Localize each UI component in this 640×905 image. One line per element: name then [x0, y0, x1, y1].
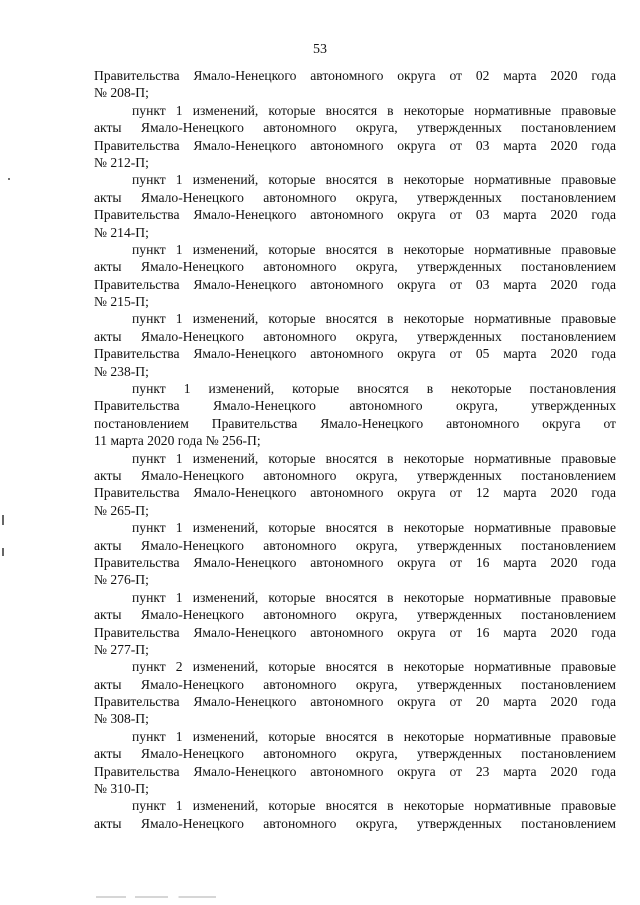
text-line: пункт 2 изменений, которые вносятся в некоторые нормативные правовые	[132, 659, 616, 675]
text-line: Правительства Ямало-Ненецкого автономного округа от 16 марта 2020 года	[94, 554, 616, 570]
scan-artifact-footer	[96, 896, 246, 898]
text-line: № 265-П;	[94, 502, 149, 518]
text-line: № 238-П;	[94, 363, 149, 379]
text-line: пункт 1 изменений, которые вносятся в некоторые постановления	[132, 381, 616, 397]
text-line: № 310-П;	[94, 781, 149, 797]
text-line: Правительства Ямало-Ненецкого автономного округа от 16 марта 2020 года	[94, 624, 616, 640]
text-line: акты Ямало-Ненецкого автономного округа, утвержденных постановлением	[94, 607, 616, 623]
text-line: Правительства Ямало-Ненецкого автономного округа от 20 марта 2020 года	[94, 694, 616, 710]
text-line: акты Ямало-Ненецкого автономного округа, утвержденных постановлением	[94, 259, 616, 275]
text-line: пункт 1 изменений, которые вносятся в некоторые нормативные правовые	[132, 520, 616, 536]
text-line: № 214-П;	[94, 224, 149, 240]
text-line: 11 марта 2020 года № 256-П;	[94, 433, 261, 449]
text-line: Правительства Ямало-Ненецкого автономного округа от 03 марта 2020 года	[94, 276, 616, 292]
text-line: № 276-П;	[94, 572, 149, 588]
text-line: пункт 1 изменений, которые вносятся в некоторые нормативные правовые	[132, 102, 616, 118]
text-line: № 208-П;	[94, 85, 149, 101]
text-line: акты Ямало-Ненецкого автономного округа, утвержденных постановлением	[94, 328, 616, 344]
text-line: акты Ямало-Ненецкого автономного округа, утвержденных постановлением	[94, 189, 616, 205]
text-line: акты Ямало-Ненецкого автономного округа, утвержденных постановлением	[94, 120, 616, 136]
text-line: акты Ямало-Ненецкого автономного округа, утвержденных постановлением	[94, 537, 616, 553]
text-line: № 215-П;	[94, 294, 149, 310]
text-line: акты Ямало-Ненецкого автономного округа, утвержденных постановлением	[94, 815, 616, 831]
text-line: пункт 1 изменений, которые вносятся в некоторые нормативные правовые	[132, 241, 616, 257]
scan-artifact-dot	[8, 178, 10, 180]
text-line: пункт 1 изменений, которые вносятся в некоторые нормативные правовые	[132, 450, 616, 466]
text-line: акты Ямало-Ненецкого автономного округа, утвержденных постановлением	[94, 746, 616, 762]
scan-artifact-mark	[2, 548, 4, 556]
text-line: Правительства Ямало-Ненецкого автономного округа, утвержденных	[94, 398, 616, 414]
text-line: акты Ямало-Ненецкого автономного округа, утвержденных постановлением	[94, 467, 616, 483]
text-line: Правительства Ямало-Ненецкого автономного округа от 12 марта 2020 года	[94, 485, 616, 501]
text-line: Правительства Ямало-Ненецкого автономного округа от 05 марта 2020 года	[94, 346, 616, 362]
text-line: Правительства Ямало-Ненецкого автономного округа от 03 марта 2020 года	[94, 207, 616, 223]
text-line: пункт 1 изменений, которые вносятся в некоторые нормативные правовые	[132, 728, 616, 744]
text-line: Правительства Ямало-Ненецкого автономного округа от 02 марта 2020 года	[94, 68, 616, 83]
text-line: постановлением Правительства Ямало-Ненецкого автономного округа от	[94, 415, 616, 431]
scan-artifact-mark	[2, 515, 4, 525]
text-line: № 308-П;	[94, 711, 149, 727]
text-line: № 277-П;	[94, 641, 149, 657]
text-line: пункт 1 изменений, которые вносятся в некоторые нормативные правовые	[132, 311, 616, 327]
text-line: пункт 1 изменений, которые вносятся в некоторые нормативные правовые	[132, 172, 616, 188]
text-line: пункт 1 изменений, которые вносятся в некоторые нормативные правовые	[132, 798, 616, 814]
text-line: № 212-П;	[94, 154, 149, 170]
text-line: акты Ямало-Ненецкого автономного округа, утвержденных постановлением	[94, 676, 616, 692]
document-body	[94, 67, 616, 832]
text-line: Правительства Ямало-Ненецкого автономного округа от 03 марта 2020 года	[94, 137, 616, 153]
page-number: 53	[313, 42, 327, 57]
text-line: пункт 1 изменений, которые вносятся в некоторые нормативные правовые	[132, 589, 616, 605]
text-line: Правительства Ямало-Ненецкого автономного округа от 23 марта 2020 года	[94, 763, 616, 779]
